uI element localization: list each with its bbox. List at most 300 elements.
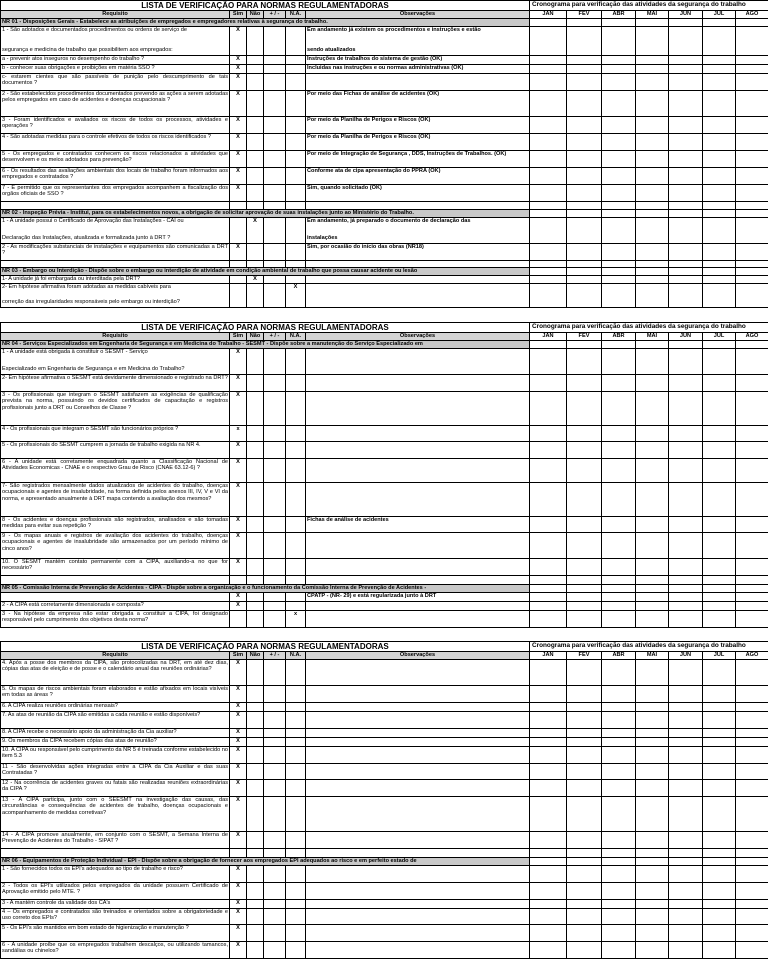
schedule-cell[interactable] (736, 64, 768, 73)
schedule-cell[interactable] (602, 857, 636, 865)
observacoes-cell[interactable] (306, 167, 530, 184)
na-cell[interactable] (286, 737, 306, 746)
schedule-cell[interactable] (703, 441, 736, 458)
schedule-cell[interactable] (669, 133, 703, 150)
mais-menos-cell[interactable] (264, 763, 286, 779)
schedule-cell[interactable] (703, 425, 736, 441)
observacoes-cell[interactable] (306, 283, 530, 307)
na-cell[interactable] (286, 746, 306, 763)
schedule-cell[interactable] (602, 441, 636, 458)
schedule-cell[interactable] (703, 340, 736, 348)
schedule-cell[interactable] (602, 133, 636, 150)
mais-menos-cell[interactable] (264, 908, 286, 924)
na-cell[interactable] (286, 865, 306, 882)
schedule-cell[interactable] (567, 592, 602, 601)
schedule-cell[interactable] (703, 73, 736, 90)
na-cell[interactable] (286, 659, 306, 685)
schedule-cell[interactable] (703, 348, 736, 374)
schedule-cell[interactable] (567, 391, 602, 425)
schedule-cell[interactable] (703, 882, 736, 899)
sim-cell[interactable] (230, 243, 247, 260)
schedule-cell[interactable] (669, 763, 703, 779)
schedule-cell[interactable] (567, 458, 602, 482)
schedule-cell[interactable] (602, 711, 636, 728)
schedule-cell[interactable] (530, 584, 567, 592)
schedule-cell[interactable] (703, 899, 736, 908)
schedule-cell[interactable] (669, 184, 703, 201)
sim-cell[interactable] (230, 26, 247, 55)
observacoes-cell[interactable] (306, 90, 530, 116)
schedule-cell[interactable] (669, 116, 703, 133)
schedule-cell[interactable] (636, 532, 669, 558)
schedule-cell[interactable] (669, 73, 703, 90)
schedule-cell[interactable] (703, 90, 736, 116)
nao-cell[interactable] (247, 601, 264, 610)
schedule-cell[interactable] (602, 167, 636, 184)
sim-cell[interactable] (230, 924, 247, 941)
schedule-cell[interactable] (736, 659, 768, 685)
schedule-cell[interactable] (602, 941, 636, 958)
nao-cell[interactable] (247, 64, 264, 73)
schedule-cell[interactable] (530, 779, 567, 796)
schedule-cell[interactable] (703, 209, 736, 217)
na-cell[interactable] (286, 779, 306, 796)
nao-cell[interactable] (247, 391, 264, 425)
mais-menos-cell[interactable] (264, 601, 286, 610)
schedule-cell[interactable] (602, 882, 636, 899)
schedule-cell[interactable] (530, 924, 567, 941)
na-cell[interactable] (286, 275, 306, 283)
observacoes-cell[interactable] (306, 746, 530, 763)
schedule-cell[interactable] (636, 374, 669, 391)
mais-menos-cell[interactable] (264, 516, 286, 532)
schedule-cell[interactable] (602, 601, 636, 610)
schedule-cell[interactable] (636, 831, 669, 848)
schedule-cell[interactable] (736, 209, 768, 217)
schedule-cell[interactable] (636, 482, 669, 516)
nao-cell[interactable] (247, 217, 264, 243)
schedule-cell[interactable] (736, 184, 768, 201)
schedule-cell[interactable] (602, 374, 636, 391)
schedule-cell[interactable] (602, 283, 636, 307)
schedule-cell[interactable] (567, 882, 602, 899)
schedule-cell[interactable] (736, 348, 768, 374)
schedule-cell[interactable] (669, 283, 703, 307)
schedule-cell[interactable] (530, 267, 567, 275)
schedule-cell[interactable] (669, 340, 703, 348)
schedule-cell[interactable] (602, 763, 636, 779)
sim-cell[interactable] (230, 882, 247, 899)
mais-menos-cell[interactable] (264, 150, 286, 167)
na-cell[interactable] (286, 26, 306, 55)
observacoes-cell[interactable] (306, 116, 530, 133)
schedule-cell[interactable] (636, 425, 669, 441)
schedule-cell[interactable] (736, 558, 768, 575)
schedule-cell[interactable] (736, 482, 768, 516)
schedule-cell[interactable] (567, 425, 602, 441)
na-cell[interactable] (286, 184, 306, 201)
schedule-cell[interactable] (669, 18, 703, 26)
schedule-cell[interactable] (530, 18, 567, 26)
schedule-cell[interactable] (736, 737, 768, 746)
sim-cell[interactable] (230, 702, 247, 711)
schedule-cell[interactable] (530, 882, 567, 899)
schedule-cell[interactable] (602, 184, 636, 201)
schedule-cell[interactable] (669, 458, 703, 482)
mais-menos-cell[interactable] (264, 899, 286, 908)
na-cell[interactable] (286, 601, 306, 610)
sim-cell[interactable] (230, 763, 247, 779)
schedule-cell[interactable] (736, 924, 768, 941)
schedule-cell[interactable] (530, 610, 567, 627)
na-cell[interactable] (286, 516, 306, 532)
sim-cell[interactable] (230, 184, 247, 201)
mais-menos-cell[interactable] (264, 441, 286, 458)
nao-cell[interactable] (247, 746, 264, 763)
mais-menos-cell[interactable] (264, 592, 286, 601)
schedule-cell[interactable] (669, 243, 703, 260)
observacoes-cell[interactable] (306, 348, 530, 374)
schedule-cell[interactable] (530, 340, 567, 348)
schedule-cell[interactable] (530, 711, 567, 728)
schedule-cell[interactable] (669, 55, 703, 64)
mais-menos-cell[interactable] (264, 116, 286, 133)
schedule-cell[interactable] (602, 924, 636, 941)
nao-cell[interactable] (247, 831, 264, 848)
nao-cell[interactable] (247, 796, 264, 831)
schedule-cell[interactable] (669, 584, 703, 592)
nao-cell[interactable] (247, 924, 264, 941)
nao-cell[interactable] (247, 73, 264, 90)
observacoes-cell[interactable] (306, 711, 530, 728)
na-cell[interactable] (286, 425, 306, 441)
schedule-cell[interactable] (636, 592, 669, 601)
mais-menos-cell[interactable] (264, 391, 286, 425)
schedule-cell[interactable] (602, 584, 636, 592)
schedule-cell[interactable] (703, 64, 736, 73)
schedule-cell[interactable] (530, 150, 567, 167)
nao-cell[interactable] (247, 482, 264, 516)
schedule-cell[interactable] (703, 275, 736, 283)
nao-cell[interactable] (247, 941, 264, 958)
sim-cell[interactable] (230, 728, 247, 737)
schedule-cell[interactable] (669, 64, 703, 73)
schedule-cell[interactable] (530, 763, 567, 779)
schedule-cell[interactable] (636, 348, 669, 374)
schedule-cell[interactable] (636, 184, 669, 201)
schedule-cell[interactable] (567, 865, 602, 882)
mais-menos-cell[interactable] (264, 746, 286, 763)
schedule-cell[interactable] (736, 711, 768, 728)
schedule-cell[interactable] (703, 150, 736, 167)
mais-menos-cell[interactable] (264, 275, 286, 283)
na-cell[interactable] (286, 167, 306, 184)
schedule-cell[interactable] (736, 857, 768, 865)
schedule-cell[interactable] (602, 267, 636, 275)
mais-menos-cell[interactable] (264, 243, 286, 260)
mais-menos-cell[interactable] (264, 26, 286, 55)
schedule-cell[interactable] (636, 746, 669, 763)
sim-cell[interactable] (230, 516, 247, 532)
schedule-cell[interactable] (669, 26, 703, 55)
schedule-cell[interactable] (602, 340, 636, 348)
sim-cell[interactable] (230, 167, 247, 184)
schedule-cell[interactable] (703, 133, 736, 150)
sim-cell[interactable] (230, 737, 247, 746)
observacoes-cell[interactable] (306, 702, 530, 711)
mais-menos-cell[interactable] (264, 283, 286, 307)
schedule-cell[interactable] (736, 831, 768, 848)
schedule-cell[interactable] (530, 348, 567, 374)
schedule-cell[interactable] (736, 592, 768, 601)
schedule-cell[interactable] (602, 18, 636, 26)
schedule-cell[interactable] (530, 275, 567, 283)
observacoes-cell[interactable] (306, 64, 530, 73)
na-cell[interactable] (286, 374, 306, 391)
schedule-cell[interactable] (703, 458, 736, 482)
schedule-cell[interactable] (669, 374, 703, 391)
schedule-cell[interactable] (567, 133, 602, 150)
schedule-cell[interactable] (669, 90, 703, 116)
observacoes-cell[interactable] (306, 532, 530, 558)
schedule-cell[interactable] (669, 391, 703, 425)
schedule-cell[interactable] (636, 779, 669, 796)
mais-menos-cell[interactable] (264, 924, 286, 941)
na-cell[interactable] (286, 558, 306, 575)
schedule-cell[interactable] (636, 702, 669, 711)
na-cell[interactable] (286, 711, 306, 728)
schedule-cell[interactable] (530, 116, 567, 133)
sim-cell[interactable] (230, 941, 247, 958)
schedule-cell[interactable] (530, 26, 567, 55)
schedule-cell[interactable] (636, 659, 669, 685)
schedule-cell[interactable] (636, 899, 669, 908)
nao-cell[interactable] (247, 283, 264, 307)
schedule-cell[interactable] (567, 601, 602, 610)
schedule-cell[interactable] (636, 243, 669, 260)
schedule-cell[interactable] (567, 267, 602, 275)
sim-cell[interactable] (230, 441, 247, 458)
schedule-cell[interactable] (602, 746, 636, 763)
nao-cell[interactable] (247, 441, 264, 458)
schedule-cell[interactable] (703, 267, 736, 275)
sim-cell[interactable] (230, 217, 247, 243)
schedule-cell[interactable] (567, 908, 602, 924)
schedule-cell[interactable] (567, 831, 602, 848)
schedule-cell[interactable] (669, 899, 703, 908)
nao-cell[interactable] (247, 374, 264, 391)
observacoes-cell[interactable] (306, 924, 530, 941)
nao-cell[interactable] (247, 516, 264, 532)
mais-menos-cell[interactable] (264, 217, 286, 243)
nao-cell[interactable] (247, 150, 264, 167)
schedule-cell[interactable] (567, 779, 602, 796)
schedule-cell[interactable] (602, 90, 636, 116)
schedule-cell[interactable] (669, 779, 703, 796)
schedule-cell[interactable] (602, 899, 636, 908)
schedule-cell[interactable] (703, 924, 736, 941)
schedule-cell[interactable] (636, 18, 669, 26)
sim-cell[interactable] (230, 64, 247, 73)
schedule-cell[interactable] (703, 55, 736, 64)
schedule-cell[interactable] (602, 73, 636, 90)
schedule-cell[interactable] (530, 558, 567, 575)
sim-cell[interactable] (230, 659, 247, 685)
schedule-cell[interactable] (736, 116, 768, 133)
schedule-cell[interactable] (602, 458, 636, 482)
schedule-cell[interactable] (530, 865, 567, 882)
schedule-cell[interactable] (703, 831, 736, 848)
schedule-cell[interactable] (602, 64, 636, 73)
schedule-cell[interactable] (567, 116, 602, 133)
na-cell[interactable] (286, 243, 306, 260)
schedule-cell[interactable] (530, 941, 567, 958)
schedule-cell[interactable] (530, 458, 567, 482)
sim-cell[interactable] (230, 831, 247, 848)
schedule-cell[interactable] (736, 685, 768, 702)
schedule-cell[interactable] (567, 348, 602, 374)
schedule-cell[interactable] (530, 133, 567, 150)
schedule-cell[interactable] (567, 941, 602, 958)
schedule-cell[interactable] (636, 941, 669, 958)
schedule-cell[interactable] (636, 558, 669, 575)
schedule-cell[interactable] (736, 374, 768, 391)
schedule-cell[interactable] (636, 167, 669, 184)
mais-menos-cell[interactable] (264, 779, 286, 796)
schedule-cell[interactable] (636, 90, 669, 116)
schedule-cell[interactable] (567, 746, 602, 763)
schedule-cell[interactable] (669, 702, 703, 711)
schedule-cell[interactable] (602, 391, 636, 425)
na-cell[interactable] (286, 90, 306, 116)
na-cell[interactable] (286, 55, 306, 64)
na-cell[interactable] (286, 283, 306, 307)
schedule-cell[interactable] (703, 584, 736, 592)
na-cell[interactable] (286, 908, 306, 924)
schedule-cell[interactable] (567, 283, 602, 307)
schedule-cell[interactable] (736, 899, 768, 908)
schedule-cell[interactable] (669, 516, 703, 532)
nao-cell[interactable] (247, 167, 264, 184)
schedule-cell[interactable] (567, 516, 602, 532)
schedule-cell[interactable] (602, 516, 636, 532)
nao-cell[interactable] (247, 763, 264, 779)
na-cell[interactable] (286, 217, 306, 243)
schedule-cell[interactable] (602, 482, 636, 516)
schedule-cell[interactable] (530, 184, 567, 201)
na-cell[interactable] (286, 133, 306, 150)
schedule-cell[interactable] (736, 391, 768, 425)
schedule-cell[interactable] (703, 516, 736, 532)
schedule-cell[interactable] (530, 592, 567, 601)
schedule-cell[interactable] (602, 659, 636, 685)
observacoes-cell[interactable] (306, 779, 530, 796)
observacoes-cell[interactable] (306, 184, 530, 201)
mais-menos-cell[interactable] (264, 659, 286, 685)
mais-menos-cell[interactable] (264, 482, 286, 516)
schedule-cell[interactable] (602, 532, 636, 558)
sim-cell[interactable] (230, 275, 247, 283)
schedule-cell[interactable] (530, 482, 567, 516)
schedule-cell[interactable] (636, 924, 669, 941)
schedule-cell[interactable] (530, 441, 567, 458)
schedule-cell[interactable] (736, 133, 768, 150)
observacoes-cell[interactable] (306, 592, 530, 601)
schedule-cell[interactable] (736, 728, 768, 737)
na-cell[interactable] (286, 685, 306, 702)
schedule-cell[interactable] (567, 584, 602, 592)
schedule-cell[interactable] (567, 610, 602, 627)
schedule-cell[interactable] (636, 796, 669, 831)
na-cell[interactable] (286, 941, 306, 958)
schedule-cell[interactable] (530, 601, 567, 610)
na-cell[interactable] (286, 702, 306, 711)
nao-cell[interactable] (247, 458, 264, 482)
observacoes-cell[interactable] (306, 899, 530, 908)
mais-menos-cell[interactable] (264, 133, 286, 150)
schedule-cell[interactable] (669, 532, 703, 558)
schedule-cell[interactable] (602, 737, 636, 746)
schedule-cell[interactable] (736, 584, 768, 592)
nao-cell[interactable] (247, 865, 264, 882)
sim-cell[interactable] (230, 458, 247, 482)
observacoes-cell[interactable] (306, 865, 530, 882)
mais-menos-cell[interactable] (264, 941, 286, 958)
na-cell[interactable] (286, 116, 306, 133)
schedule-cell[interactable] (530, 516, 567, 532)
schedule-cell[interactable] (636, 340, 669, 348)
na-cell[interactable] (286, 899, 306, 908)
observacoes-cell[interactable] (306, 217, 530, 243)
schedule-cell[interactable] (567, 90, 602, 116)
mais-menos-cell[interactable] (264, 64, 286, 73)
schedule-cell[interactable] (736, 458, 768, 482)
schedule-cell[interactable] (636, 275, 669, 283)
observacoes-cell[interactable] (306, 441, 530, 458)
schedule-cell[interactable] (736, 267, 768, 275)
nao-cell[interactable] (247, 184, 264, 201)
schedule-cell[interactable] (669, 425, 703, 441)
schedule-cell[interactable] (530, 374, 567, 391)
schedule-cell[interactable] (736, 167, 768, 184)
sim-cell[interactable] (230, 592, 247, 601)
schedule-cell[interactable] (567, 441, 602, 458)
schedule-cell[interactable] (703, 746, 736, 763)
schedule-cell[interactable] (703, 659, 736, 685)
schedule-cell[interactable] (669, 348, 703, 374)
nao-cell[interactable] (247, 685, 264, 702)
schedule-cell[interactable] (530, 64, 567, 73)
nao-cell[interactable] (247, 55, 264, 64)
observacoes-cell[interactable] (306, 425, 530, 441)
schedule-cell[interactable] (567, 340, 602, 348)
nao-cell[interactable] (247, 659, 264, 685)
mais-menos-cell[interactable] (264, 610, 286, 627)
mais-menos-cell[interactable] (264, 55, 286, 64)
schedule-cell[interactable] (530, 243, 567, 260)
schedule-cell[interactable] (703, 779, 736, 796)
schedule-cell[interactable] (736, 532, 768, 558)
schedule-cell[interactable] (567, 711, 602, 728)
schedule-cell[interactable] (703, 243, 736, 260)
schedule-cell[interactable] (530, 899, 567, 908)
observacoes-cell[interactable] (306, 659, 530, 685)
schedule-cell[interactable] (669, 685, 703, 702)
sim-cell[interactable] (230, 425, 247, 441)
observacoes-cell[interactable] (306, 882, 530, 899)
schedule-cell[interactable] (636, 763, 669, 779)
na-cell[interactable] (286, 482, 306, 516)
